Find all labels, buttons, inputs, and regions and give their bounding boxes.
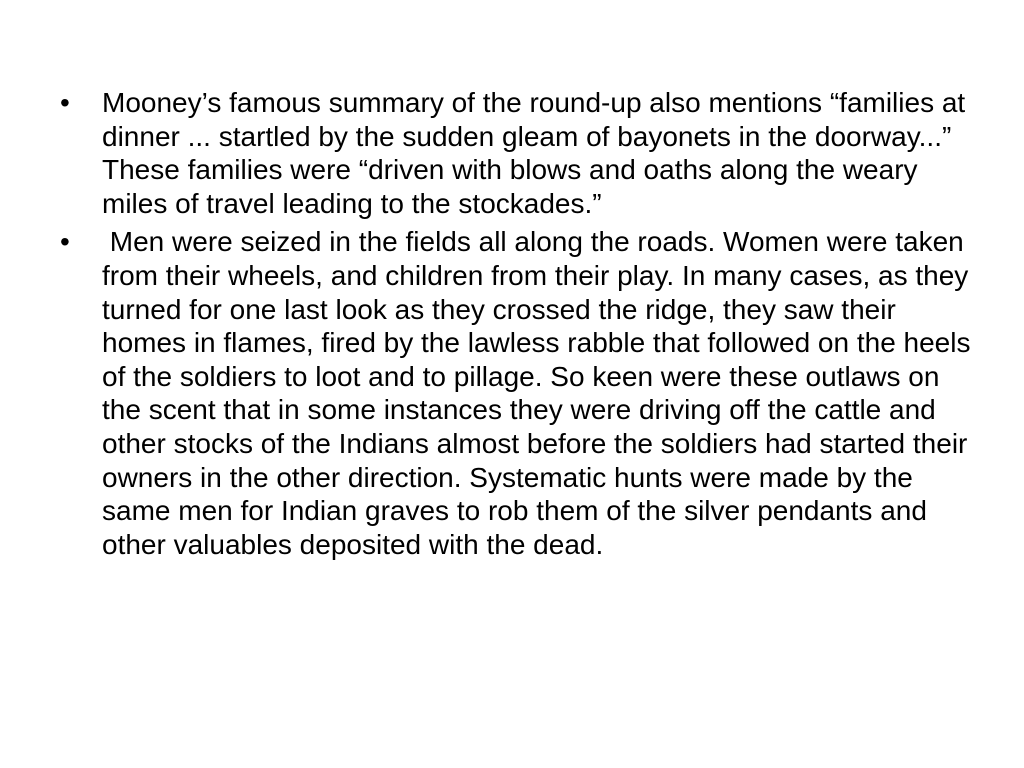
bullet-item-1 (60, 86, 980, 220)
bullet-list (60, 86, 980, 566)
bullet-text: Men were seized in the fields all along the roads. Women were taken from their wheels, and children from their play. In many cases, as they turned for one last look as they crossed the ridge, they saw their homes in flames, fired by the lawless rabble that followed on the heels of the soldiers to loot and to pillage. So keen were these outlaws on the scent that in some instances they were driving off the cattle and other stocks of the Indians almost before the soldiers had started their owners in the other direction. Systematic hunts were made by the same men for Indian graves to rob them of the silver pendants and other valuables deposited with the dead. (102, 226, 979, 560)
bullet-marker: • (60, 87, 70, 118)
bullet-item-2 (60, 225, 980, 561)
bullet-text: Mooney’s famous summary of the round-up also mentions “families at dinner ... startled by the sudden gleam of bayonets in the doorway...” These families were “driven with blows and oaths along the weary miles of travel leading to the stockades.” (102, 87, 973, 219)
bullet-marker: • (60, 226, 70, 258)
